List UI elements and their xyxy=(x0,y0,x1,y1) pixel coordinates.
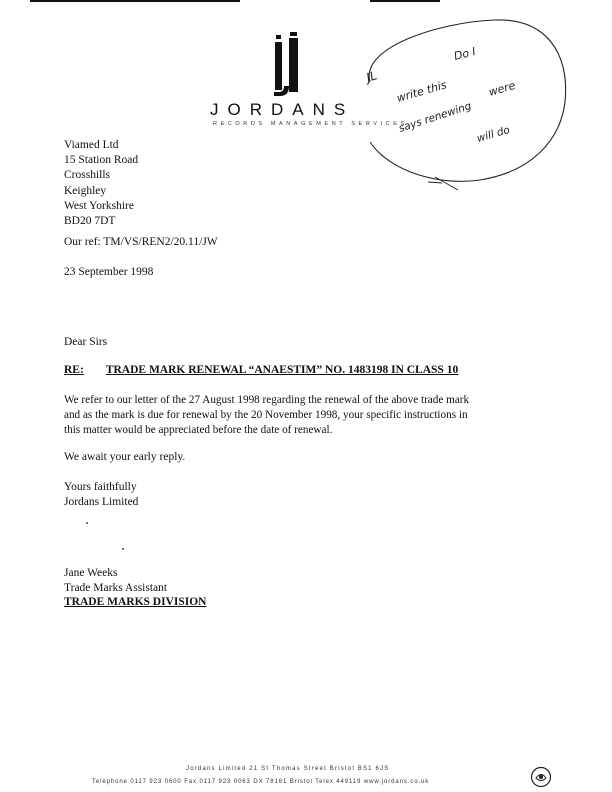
reference-line: Our ref: TM/VS/REN2/20.11/JW xyxy=(64,236,218,248)
address-line: BD20 7DT xyxy=(64,215,116,228)
signer-division: TRADE MARKS DIVISION xyxy=(64,596,207,608)
handnote-line-1: Do I xyxy=(452,44,478,63)
company-tagline: RECORDS MANAGEMENT SERVICES xyxy=(213,121,408,127)
signer-name: Jane Weeks xyxy=(64,567,118,579)
closing-line: We await your early reply. xyxy=(64,451,186,463)
signer-block xyxy=(64,566,207,610)
valediction: Yours faithfully xyxy=(64,481,137,493)
body-line: We refer to our letter of the 27 August 1998 regarding the renewal of the above trade mark xyxy=(64,394,470,406)
recipient-address xyxy=(64,138,138,229)
body-line: this matter would be appreciated before the date of renewal. xyxy=(64,423,333,436)
handwritten-note xyxy=(330,12,580,202)
subject-prefix: RE: xyxy=(64,364,84,376)
top-rule-left xyxy=(30,0,240,2)
handnote-line-5: will do xyxy=(475,124,512,145)
handnote-initials: JL xyxy=(364,68,379,85)
signoff-company: Jordans Limited xyxy=(64,495,139,508)
footer-address: Jordans Limited 21 St Thomas Street Bristol BS1 6JS xyxy=(186,766,390,772)
address-line: 15 Station Road xyxy=(64,154,139,167)
footer-contact: Telephone 0117 923 0600 Fax 0117 923 0063 DX 78161 Bristol Telex 449119 www.jordans.co.uk xyxy=(92,779,430,785)
handnote-line-3: were xyxy=(487,78,517,99)
signature-mark xyxy=(122,548,124,550)
signature-mark xyxy=(86,522,88,524)
body-line: and as the mark is due for renewal by the 20 November 1998, your specific instructions in xyxy=(64,408,468,421)
top-rule-right xyxy=(370,0,440,2)
company-logo-text: JORDANS xyxy=(210,100,355,119)
salutation: Dear Sirs xyxy=(64,336,108,348)
subject-line xyxy=(64,364,458,376)
handnote-line-4: says renewing xyxy=(397,100,473,135)
subject-text: TRADE MARK RENEWAL “ANAESTIM” NO. 1483198 IN CLASS 10 xyxy=(105,364,459,376)
address-line: Keighley xyxy=(64,184,107,197)
jordans-logo-mark xyxy=(268,32,308,98)
address-line: Crosshills xyxy=(64,169,111,182)
quality-seal-icon xyxy=(530,766,552,788)
valediction-block xyxy=(64,480,138,509)
body-paragraph xyxy=(64,393,494,437)
signer-title: Trade Marks Assistant xyxy=(64,581,168,594)
letter-date: 23 September 1998 xyxy=(64,266,154,278)
address-line: Viamed Ltd xyxy=(64,139,119,151)
handnote-line-2: write this xyxy=(395,78,449,105)
address-line: West Yorkshire xyxy=(64,199,134,212)
